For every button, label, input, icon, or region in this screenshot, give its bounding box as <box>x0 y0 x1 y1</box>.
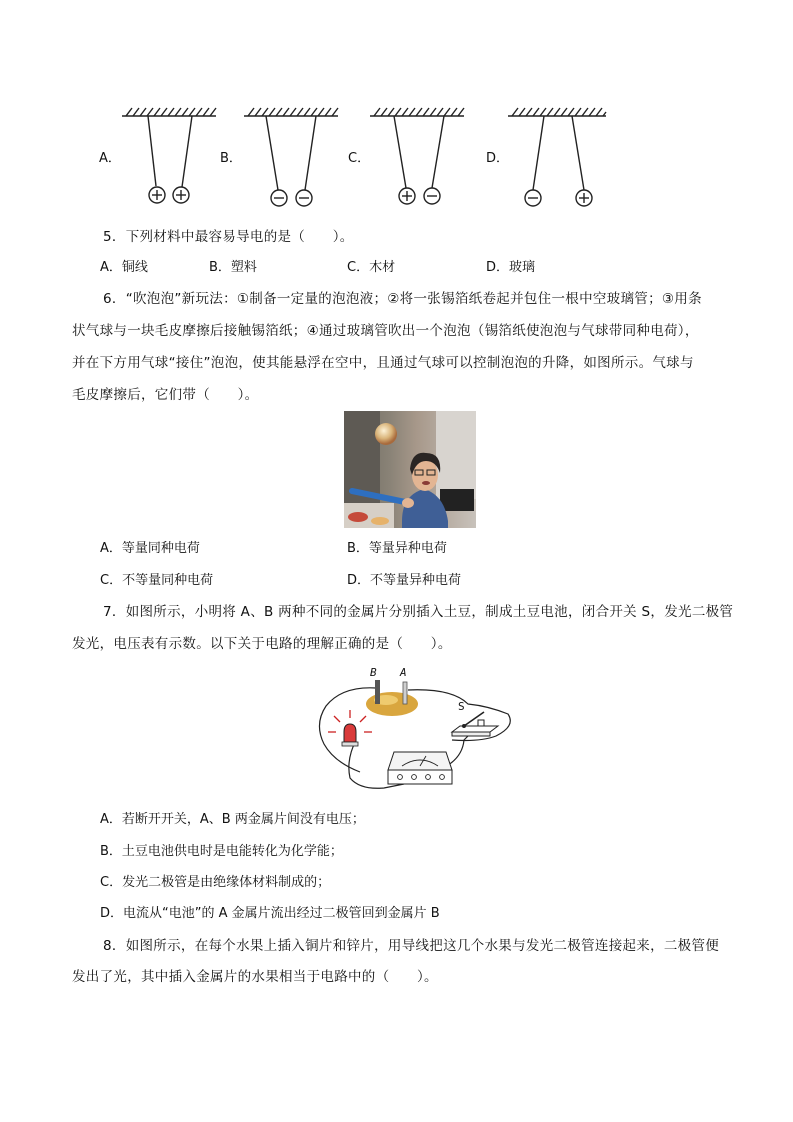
q4-figure-row <box>90 100 650 215</box>
q7-option-b: B．土豆电池供电时是电能转化为化学能； <box>100 844 343 859</box>
q7-stem-line-1: 7．如图所示，小明将 A、B 两种不同的金属片分别插入土豆，制成土豆电池，闭合开关 S，发光二极管 <box>103 604 734 620</box>
label-a: A <box>400 666 407 679</box>
q8-stem-line-2: 发出了光，其中插入金属片的水果相当于电路中的（ ）。 <box>72 969 438 985</box>
q6-stem-line-3: 并在下方用气球“接住”泡泡，使其能悬浮在空中，且通过气球可以控制泡泡的升降，如图所示。气球与 <box>72 355 694 371</box>
q5-option-d: D．玻璃 <box>486 260 536 275</box>
q4-option-b-figure <box>242 100 342 212</box>
q5-stem: 5．下列材料中最容易导电的是（ ）。 <box>103 229 354 245</box>
bubble <box>375 423 397 445</box>
q6-option-a: A．等量同种电荷 <box>100 541 200 556</box>
voltmeter <box>388 752 452 784</box>
q6-bubble-photo <box>344 411 476 528</box>
q7-option-c: C．发光二极管是由绝缘体材料制成的； <box>100 875 331 890</box>
q5-option-b: B．塑料 <box>209 260 257 275</box>
switch <box>452 712 498 736</box>
q6-option-c: C．不等量同种电荷 <box>100 573 214 588</box>
q6-stem-line-1: 6．“吹泡泡”新玩法：①制备一定量的泡泡液；②将一张锡箔纸卷起并包住一根中空玻璃管；③用条 <box>103 291 702 307</box>
q6-stem-line-4: 毛皮摩擦后，它们带（ ）。 <box>72 387 259 403</box>
q4-option-a-label: A． <box>99 151 121 166</box>
q5-option-a: A．铜线 <box>100 260 148 275</box>
q8-stem-line-1: 8．如图所示，在每个水果上插入铜片和锌片，用导线把这几个水果与发光二极管连接起来，二极管便 <box>103 938 720 954</box>
q6-stem-line-2: 状气球与一块毛皮摩擦后接触锡箔纸；④通过玻璃管吹出一个泡泡（锡箔纸使泡泡与气球带同种电荷）， <box>72 323 699 339</box>
q7-option-d: D．电流从“电池”的 A 金属片流出经过二极管回到金属片 B <box>100 906 440 921</box>
label-s: S <box>458 700 465 713</box>
q4-option-d-label: D． <box>486 151 510 166</box>
q5-option-c: C．木材 <box>347 260 396 275</box>
metal-plate-b <box>375 680 380 704</box>
q6-option-b: B．等量异种电荷 <box>347 541 447 556</box>
metal-plate-a <box>403 682 407 704</box>
led <box>344 724 356 742</box>
label-b: B <box>370 666 377 679</box>
q4-option-b-label: B． <box>220 151 242 166</box>
q4-option-a-figure <box>120 100 220 212</box>
q6-option-d: D．不等量异种电荷 <box>347 573 462 588</box>
q7-option-a: A．若断开开关，A、B 两金属片间没有电压； <box>100 812 365 827</box>
q7-potato-circuit-figure <box>312 660 518 796</box>
q7-stem-line-2: 发光，电压表有示数。以下关于电路的理解正确的是（ ）。 <box>72 636 452 652</box>
q4-option-d-figure <box>506 100 610 212</box>
q4-option-c-figure <box>368 100 468 212</box>
q4-option-c-label: C． <box>348 151 371 166</box>
